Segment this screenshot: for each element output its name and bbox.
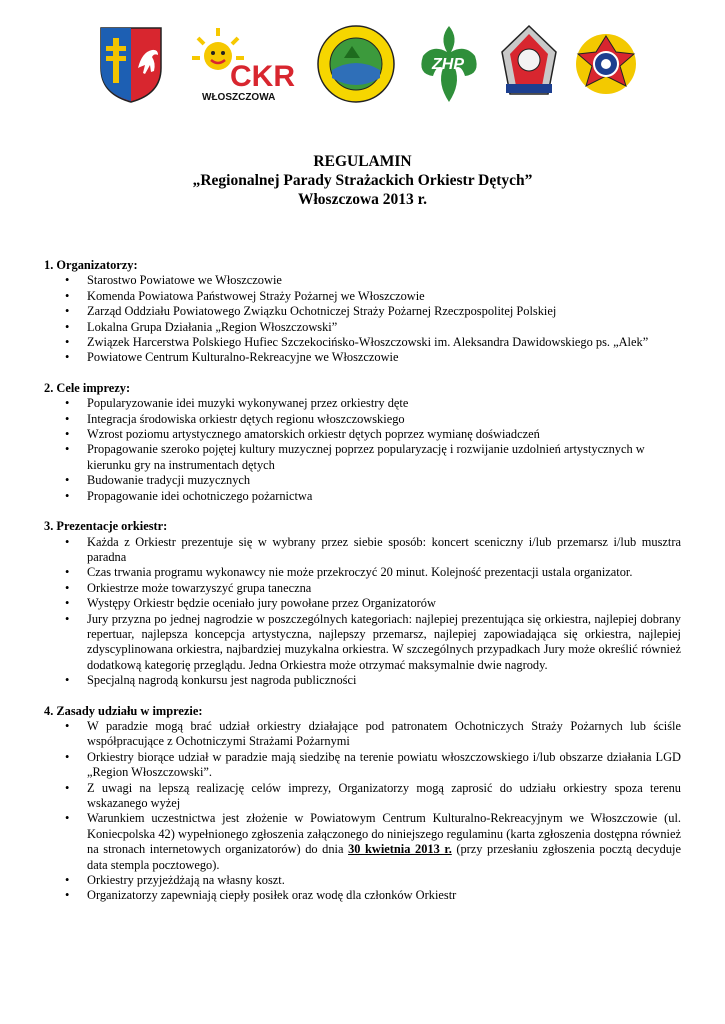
zhp-text: ZHP bbox=[432, 56, 464, 73]
list-item: • Specjalną nagrodą konkursu jest nagroda publiczności bbox=[44, 673, 681, 688]
list-item: • W paradzie mogą brać udział orkiestry działające pod patronatem Ochotniczych Straży Pożarnych lub ściśle współpracujące z Ochotniczymi Strażami Pożarnymi bbox=[44, 719, 681, 750]
list-item: • Występy Orkiestr będzie oceniało jury powołane przez Organizatorów bbox=[44, 596, 681, 611]
list-item: • Komenda Powiatowa Państwowej Straży Pożarnej we Włoszczowie bbox=[44, 289, 681, 304]
bullet-list bbox=[44, 273, 681, 365]
bullet-list bbox=[44, 396, 681, 504]
title-line-place-year: Włoszczowa 2013 r. bbox=[297, 191, 427, 208]
logo-strip bbox=[98, 24, 638, 108]
section-participation-rules bbox=[44, 704, 681, 904]
section-organizers bbox=[44, 258, 681, 366]
document-body bbox=[44, 258, 681, 919]
deadline-text-before: Warunkiem uczestnictwa jest złożenie w Powiatowym Centrum Kulturalno-Rekreacyjnym we Włoszczowie (ul. Koniecpolska 42) wypełnionego zgłoszenia załączonego do niniejszego regulaminu (karta zgłoszenia dostępna również na stronach internetowych organizatorów) do dnia bbox=[87, 811, 681, 857]
lgd-logo bbox=[316, 24, 396, 104]
list-item: • Integracja środowiska orkiestr dętych regionu włoszczowskiego bbox=[44, 412, 681, 427]
list-item-deadline bbox=[44, 811, 681, 873]
deadline-text-after: (przy przesłaniu zgłoszenia pocztą decyduje data stempla pocztowego). bbox=[87, 842, 681, 872]
title-line-event-name: „Regionalnej Parady Strażackich Orkiestr Dętych” bbox=[192, 172, 533, 189]
list-item: • Popularyzowanie idei muzyki wykonywanej przez orkiestry dęte bbox=[44, 396, 681, 411]
list-item: • Czas trwania programu wykonawcy nie może przekroczyć 20 minut. Kolejność prezentacji ustala organizator. bbox=[44, 565, 681, 580]
ckr-logo bbox=[190, 24, 300, 106]
list-item: • Propagowanie idei ochotniczego pożarnictwa bbox=[44, 489, 681, 504]
section-presentations bbox=[44, 519, 681, 688]
document-title bbox=[0, 152, 725, 209]
list-item: • Orkiestrze może towarzyszyć grupa taneczna bbox=[44, 581, 681, 596]
list-item: • Związek Harcerstwa Polskiego Hufiec Szczekocińsko-Włoszczowski im. Aleksandra Dawidowskiego ps. „Alek” bbox=[44, 335, 681, 350]
list-item: • Jury przyzna po jednej nagrodzie w poszczególnych kategoriach: najlepiej prezentująca się orkiestra, najlepiej dobrany repertuar, najlepsza koncepcja artystyczna, najlepszy przemarsz, najlepiej zapowiadająca się orkiestra, najlepiej zdyscyplinowana orkiestra, najbardziej muzykalna orkiestra. W szczególnych przypadkach Jury może określić również dodatkową kategorię przeglądu. Jedna Orkiestra może otrzymać maksymalnie dwie nagrody. bbox=[44, 612, 681, 674]
section-heading: 1. Organizatorzy: bbox=[44, 258, 138, 272]
section-heading: 3. Prezentacje orkiestr: bbox=[44, 519, 168, 534]
list-item: • Lokalna Grupa Działania „Region Włoszczowski” bbox=[44, 320, 681, 335]
list-item: • Budowanie tradycji muzycznych bbox=[44, 473, 681, 488]
list-item: • Każda z Orkiestr prezentuje się w wybrany przez siebie sposób: koncert sceniczny i/lub przemarsz i/lub musztra paradna bbox=[44, 535, 681, 566]
deadline-date: 30 kwietnia 2013 r. bbox=[348, 842, 452, 857]
coat-of-arms-logo bbox=[98, 24, 164, 104]
title-line-regulamin: REGULAMIN bbox=[313, 153, 412, 170]
list-item: • Starostwo Powiatowe we Włoszczowie bbox=[44, 273, 681, 288]
list-item: • Propagowanie szeroko pojętej kultury muzycznej poprzez popularyzację i rozwijanie uzdolnień artystycznych w kierunku gry na instrumentach dętych bbox=[44, 442, 681, 473]
bullet-list bbox=[44, 719, 681, 904]
osp-logo bbox=[572, 24, 640, 104]
ckr-city-text: WŁOSZCZOWA bbox=[202, 92, 276, 103]
section-goals bbox=[44, 381, 681, 504]
section-heading: 2. Cele imprezy: bbox=[44, 380, 131, 395]
psp-logo bbox=[498, 24, 560, 104]
list-item: • Orkiestry przyjeżdżają na własny koszt. bbox=[44, 873, 681, 888]
list-item: • Organizatorzy zapewniają ciepły posiłek oraz wodę dla członków Orkiestr bbox=[44, 888, 681, 903]
list-item: • Wzrost poziomu artystycznego amatorskich orkiestr dętych poprzez wymianę doświadczeń bbox=[44, 427, 681, 442]
list-item: • Powiatowe Centrum Kulturalno-Rekreacyjne we Włoszczowie bbox=[44, 350, 681, 365]
list-item: • Zarząd Oddziału Powiatowego Związku Ochotniczej Straży Pożarnej Rzeczpospolitej Polskiej bbox=[44, 304, 681, 319]
ckr-text: CKR bbox=[230, 60, 295, 93]
list-item: • Z uwagi na lepszą realizację celów imprezy, Organizatorzy mogą zaprosić do udziału orkiestry spoza terenu wskazanego wyżej bbox=[44, 781, 681, 812]
zhp-logo bbox=[414, 24, 484, 106]
bullet-list bbox=[44, 535, 681, 689]
section-heading: 4. Zasady udziału w imprezie: bbox=[44, 703, 203, 718]
list-item: • Orkiestry biorące udział w paradzie mają siedzibę na terenie powiatu włoszczowskiego i/lub obszarze działania LGD „Region Włoszczowski”. bbox=[44, 750, 681, 781]
